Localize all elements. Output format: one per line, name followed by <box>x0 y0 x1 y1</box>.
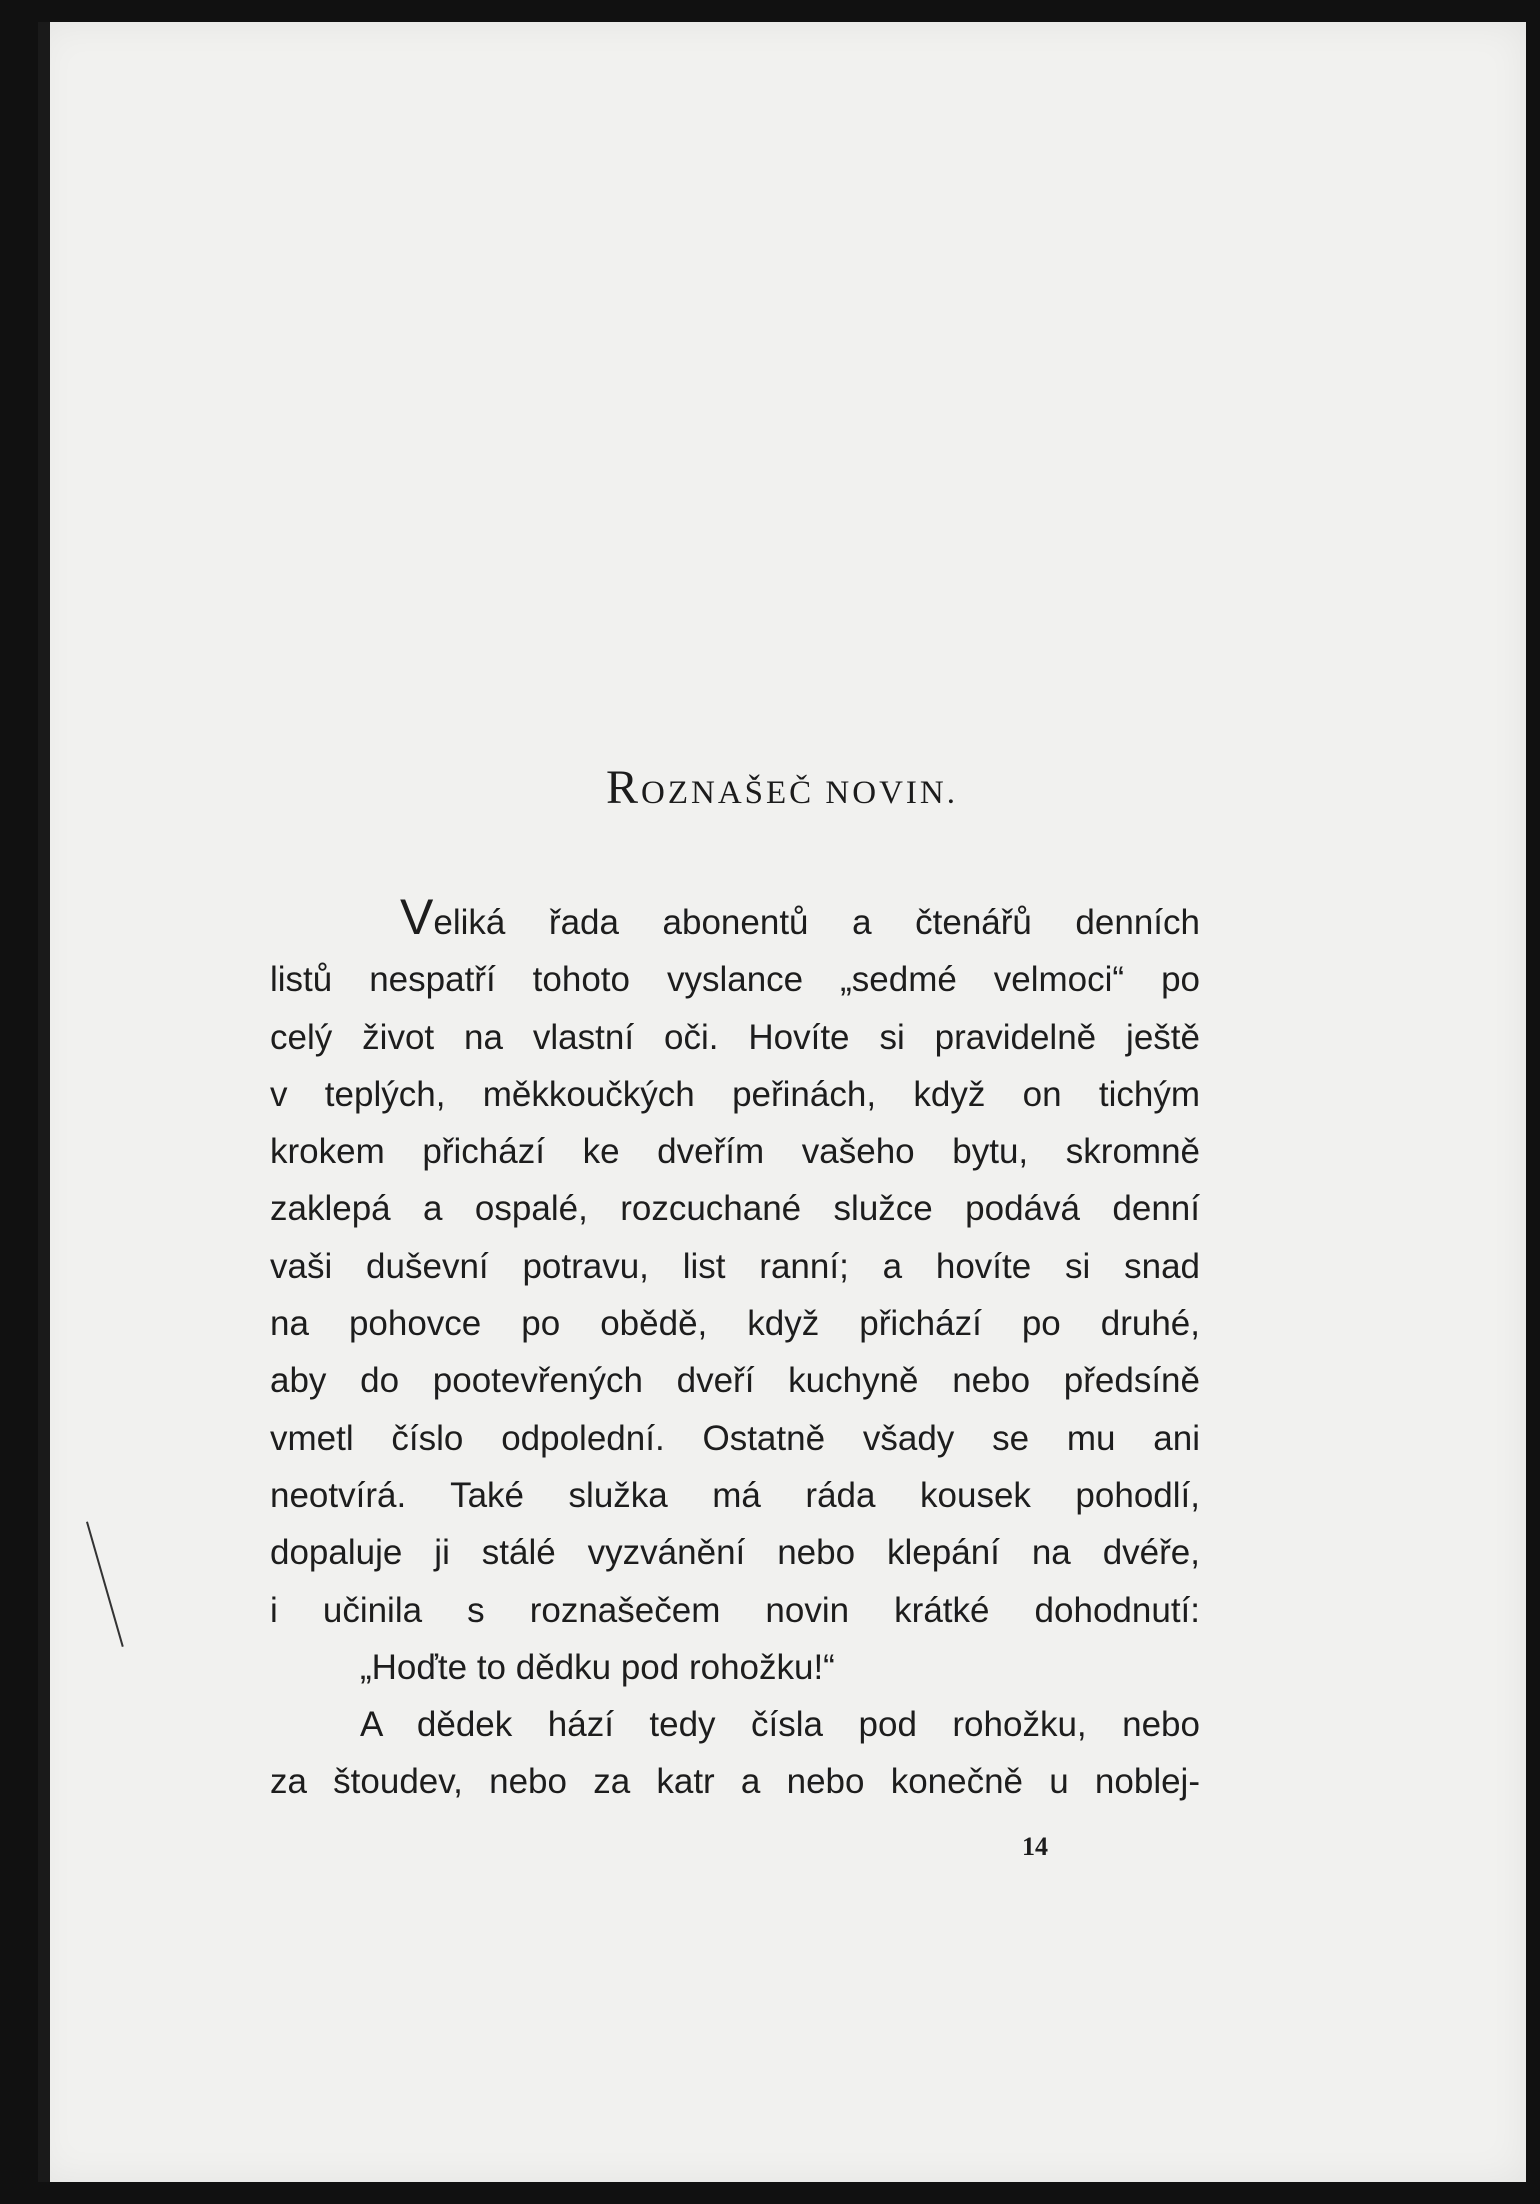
scan-mark <box>86 1521 124 1647</box>
text-line: Veliká řada abonentů a čtenářů denních <box>400 889 1200 945</box>
text-line: krokem přichází ke dveřím vašeho bytu, skromně <box>270 1132 1200 1172</box>
title-rest: OZNAŠEČ NOVIN. <box>641 775 958 811</box>
text-line: na pohovce po obědě, když přichází po druhé, <box>270 1304 1200 1344</box>
text-line: vmetl číslo odpolední. Ostatně všady se mu ani <box>270 1418 1200 1458</box>
text-line: vaši duševní potravu, list ranní; a hovíte si snad <box>270 1246 1200 1286</box>
text-line: aby do pootevřených dveří kuchyně nebo předsíně <box>270 1361 1200 1401</box>
text-line: listů nespatří tohoto vyslance „sedmé velmoci“ po <box>270 960 1200 1000</box>
page-number: 14 <box>1022 1832 1048 1861</box>
body-text <box>270 889 1200 1811</box>
text-line: i učinila s roznašečem novin krátké dohodnutí: <box>270 1590 1200 1630</box>
text-line: zaklepá a ospalé, rozcuchané služce podává denní <box>270 1189 1200 1229</box>
book-page <box>38 22 1526 2182</box>
text-line: neotvírá. Také služka má ráda kousek pohodlí, <box>270 1475 1200 1515</box>
page-edge-shadow <box>38 22 50 2182</box>
chapter-title <box>38 760 1526 815</box>
text-line: v teplých, měkkoučkých peřinách, když on tichým <box>270 1074 1200 1114</box>
paragraph-initial: V <box>400 889 434 945</box>
text-line: A dědek hází tedy čísla pod rohožku, nebo <box>360 1705 1200 1745</box>
title-initial: R <box>605 761 641 814</box>
text-line: „Hoďte to dědku pod rohožku!“ <box>360 1647 835 1687</box>
text-line: celý život na vlastní oči. Hovíte si pravidelně ještě <box>270 1017 1200 1057</box>
text-line: za štoudev, nebo za katr a nebo konečně u noblej- <box>270 1762 1200 1802</box>
text-line: dopaluje ji stálé vyzvánění nebo klepání na dvéře, <box>270 1533 1200 1573</box>
